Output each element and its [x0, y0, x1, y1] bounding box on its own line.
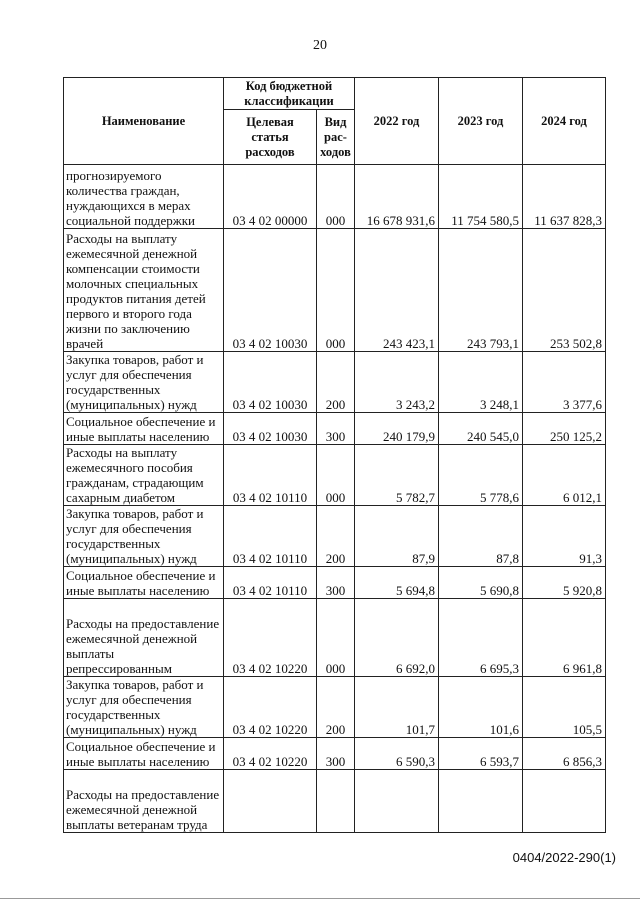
row-target-code: 03 4 02 10220 [224, 677, 317, 738]
table-row [64, 506, 606, 567]
header-kind: Вид рас-ходов [317, 110, 355, 165]
row-name: Расходы на предоставление ежемесячной денежной выплаты репрессированным [64, 599, 224, 677]
header-2024: 2024 год [523, 78, 606, 165]
row-value-2023: 240 545,0 [439, 413, 523, 445]
row-kind: 200 [317, 677, 355, 738]
row-value-2022 [355, 770, 439, 833]
row-value-2024: 6 856,3 [523, 738, 606, 770]
header-name: Наименование [64, 78, 224, 165]
row-name: Социальное обеспечение и иные выплаты населению [64, 567, 224, 599]
table-row [64, 229, 606, 352]
row-target-code: 03 4 02 10110 [224, 506, 317, 567]
row-kind: 200 [317, 352, 355, 413]
row-target-code: 03 4 02 10030 [224, 229, 317, 352]
row-value-2024 [523, 770, 606, 833]
row-value-2023: 11 754 580,5 [439, 165, 523, 229]
table-row [64, 770, 606, 833]
row-name: Социальное обеспечение и иные выплаты населению [64, 738, 224, 770]
row-value-2022: 101,7 [355, 677, 439, 738]
row-target-code: 03 4 02 10110 [224, 567, 317, 599]
table-row [64, 567, 606, 599]
row-kind: 000 [317, 445, 355, 506]
row-kind: 200 [317, 506, 355, 567]
row-value-2024: 6 961,8 [523, 599, 606, 677]
row-value-2023: 87,8 [439, 506, 523, 567]
document-code: 0404/2022-290(1) [512, 850, 616, 865]
table-row [64, 413, 606, 445]
table-body [64, 165, 606, 833]
row-target-code: 03 4 02 10220 [224, 738, 317, 770]
row-target-code [224, 770, 317, 833]
row-target-code: 03 4 02 10030 [224, 352, 317, 413]
row-value-2024: 91,3 [523, 506, 606, 567]
row-name: прогнозируемого количества граждан, нуждающихся в мерах социальной поддержки [64, 165, 224, 229]
row-value-2023: 3 248,1 [439, 352, 523, 413]
row-kind: 000 [317, 229, 355, 352]
row-name: Закупка товаров, работ и услуг для обеспечения государственных (муниципальных) нужд [64, 677, 224, 738]
row-name: Расходы на предоставление ежемесячной денежной выплаты ветеранам труда [64, 770, 224, 833]
row-value-2022: 5 694,8 [355, 567, 439, 599]
row-value-2024: 250 125,2 [523, 413, 606, 445]
row-value-2022: 6 692,0 [355, 599, 439, 677]
row-value-2024: 105,5 [523, 677, 606, 738]
row-value-2022: 3 243,2 [355, 352, 439, 413]
row-value-2022: 5 782,7 [355, 445, 439, 506]
row-value-2022: 243 423,1 [355, 229, 439, 352]
table-row [64, 599, 606, 677]
row-value-2023: 5 690,8 [439, 567, 523, 599]
row-name: Закупка товаров, работ и услуг для обеспечения государственных (муниципальных) нужд [64, 352, 224, 413]
row-value-2023: 5 778,6 [439, 445, 523, 506]
row-kind: 300 [317, 738, 355, 770]
row-value-2024: 253 502,8 [523, 229, 606, 352]
row-target-code: 03 4 02 10220 [224, 599, 317, 677]
budget-table [63, 77, 606, 833]
row-name: Расходы на выплату ежемесячной денежной компенсации стоимости молочных специальных продуктов питания детей первого и второго года жизни по заключению врачей [64, 229, 224, 352]
row-value-2023 [439, 770, 523, 833]
row-value-2023: 6 695,3 [439, 599, 523, 677]
bottom-divider [0, 898, 640, 899]
row-value-2024: 6 012,1 [523, 445, 606, 506]
table-row [64, 738, 606, 770]
row-name: Закупка товаров, работ и услуг для обеспечения государственных (муниципальных) нужд [64, 506, 224, 567]
row-kind: 000 [317, 599, 355, 677]
header-code-group: Код бюджетной классификации [224, 78, 355, 110]
row-target-code: 03 4 02 00000 [224, 165, 317, 229]
row-value-2022: 16 678 931,6 [355, 165, 439, 229]
table-row [64, 352, 606, 413]
row-value-2023: 101,6 [439, 677, 523, 738]
table-row [64, 165, 606, 229]
row-value-2023: 6 593,7 [439, 738, 523, 770]
row-value-2024: 5 920,8 [523, 567, 606, 599]
row-value-2022: 87,9 [355, 506, 439, 567]
header-target: Целевая статья расходов [224, 110, 317, 165]
row-value-2024: 11 637 828,3 [523, 165, 606, 229]
header-2023: 2023 год [439, 78, 523, 165]
row-kind [317, 770, 355, 833]
row-name: Социальное обеспечение и иные выплаты населению [64, 413, 224, 445]
row-value-2024: 3 377,6 [523, 352, 606, 413]
table-row [64, 445, 606, 506]
row-value-2022: 6 590,3 [355, 738, 439, 770]
row-kind: 300 [317, 413, 355, 445]
row-kind: 300 [317, 567, 355, 599]
row-value-2022: 240 179,9 [355, 413, 439, 445]
header-2022: 2022 год [355, 78, 439, 165]
table-row [64, 677, 606, 738]
row-target-code: 03 4 02 10110 [224, 445, 317, 506]
row-kind: 000 [317, 165, 355, 229]
page-number: 20 [313, 38, 327, 53]
row-target-code: 03 4 02 10030 [224, 413, 317, 445]
row-name: Расходы на выплату ежемесячного пособия гражданам, страдающим сахарным диабетом [64, 445, 224, 506]
row-value-2023: 243 793,1 [439, 229, 523, 352]
